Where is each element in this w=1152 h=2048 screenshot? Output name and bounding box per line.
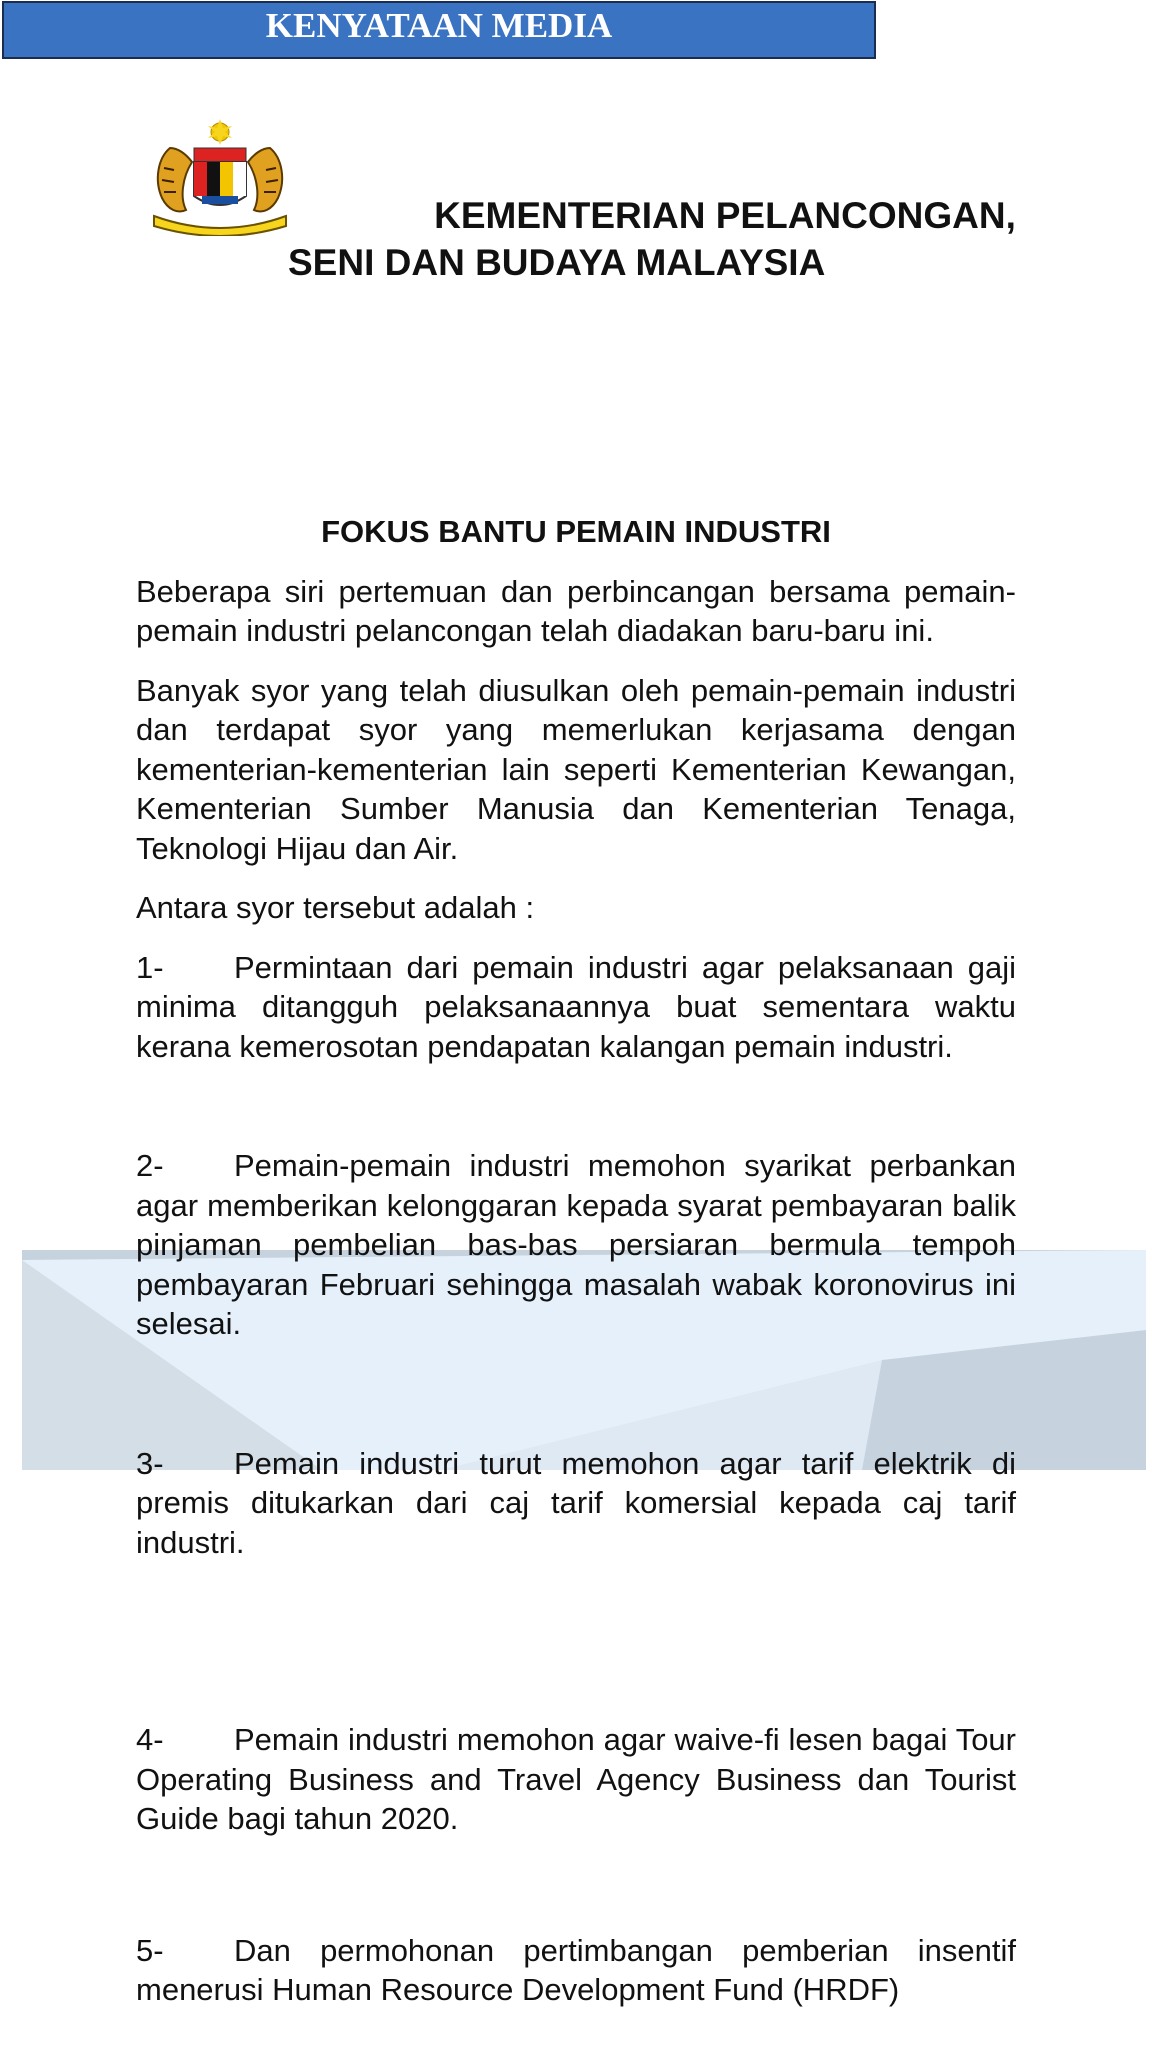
paragraph-2: Banyak syor yang telah diusulkan oleh pemain-pemain industri dan terdapat syor yang memerlukan kerjasama dengan kementerian-kementerian lain seperti Kementerian Kewangan, Kementerian Sumber Manusia dan Kementerian Tenaga, Teknologi Hijau dan Air. [136, 672, 1016, 866]
list-item-number: 5- [136, 1932, 164, 1968]
section-heading: FOKUS BANTU PEMAIN INDUSTRI [321, 514, 831, 549]
statement-body [136, 508, 1016, 2010]
list-item-5 [136, 1931, 1016, 2010]
list-item-2 [136, 1146, 1016, 1344]
list-item-text: Pemain industri turut memohon agar tarif elektrik di premis ditukarkan dari caj tarif komersial kepada caj tarif industri. [136, 1445, 1016, 1560]
banner-title: KENYATAAN MEDIA [265, 6, 613, 45]
list-item-text: Permintaan dari pemain industri agar pelaksanaan gaji minima ditangguh pelaksanaannya buat sementara waktu kerana kemerosotan pendapatan kalangan pemain industri. [136, 949, 1016, 1064]
list-item-text: Dan permohonan pertimbangan pemberian insentif menerusi Human Resource Development Fund (HRDF) [136, 1932, 1016, 2007]
ministry-name-line1: KEMENTERIAN PELANCONGAN, [434, 195, 1016, 236]
media-statement-banner [2, 1, 876, 59]
list-item-text: Pemain-pemain industri memohon syarikat perbankan agar memberikan kelonggaran kepada syarat pembayaran balik pinjaman pembelian bas-bas persiaran bermula tempoh pembayaran Februari sehingga masalah wabak koronovirus ini selesai. [136, 1148, 1016, 1341]
list-item-number: 3- [136, 1445, 164, 1481]
list-item-number: 4- [136, 1722, 164, 1757]
paragraph-1: Beberapa siri pertemuan dan perbincangan bersama pemain-pemain industri pelancongan telah diadakan baru-baru ini. [136, 573, 1016, 648]
list-item-text: Pemain industri memohon agar waive-fi lesen bagai Tour Operating Business and Travel Agency Business dan Tourist Guide bagi tahun 2020. [136, 1722, 1016, 1836]
list-item-3 [136, 1444, 1016, 1563]
list-item-number: 2- [136, 1148, 164, 1183]
paragraph-3: Antara syor tersebut adalah : [136, 890, 535, 925]
list-item-1 [136, 948, 1016, 1067]
list-item-number: 1- [136, 949, 164, 985]
list-item-4 [136, 1720, 1016, 1839]
ministry-name-line2: SENI DAN BUDAYA MALAYSIA [288, 242, 826, 283]
ministry-name [270, 192, 1030, 286]
